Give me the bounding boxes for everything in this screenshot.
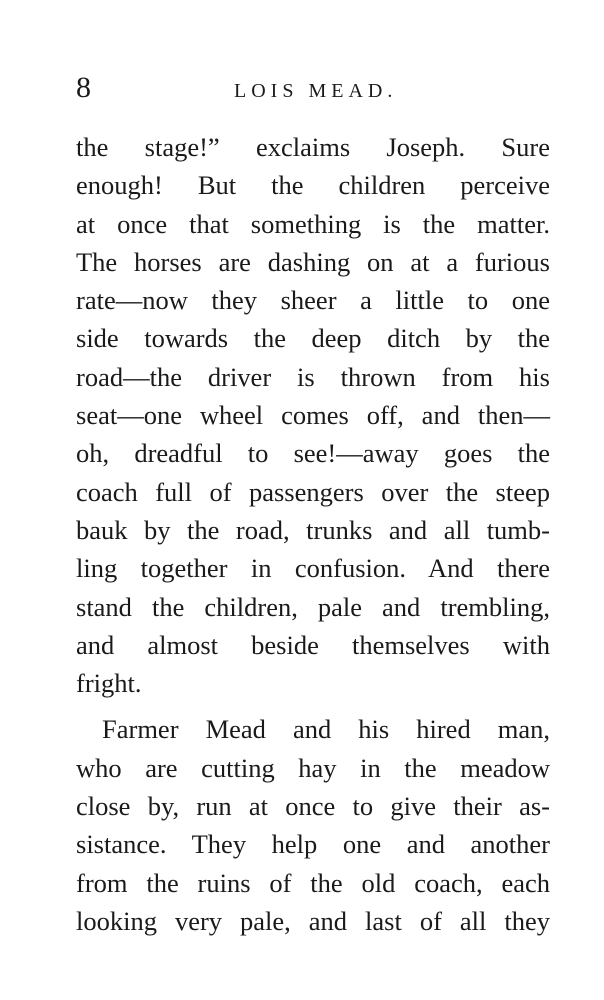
paragraph-2 — [76, 710, 550, 940]
page-header — [76, 70, 550, 110]
text-line: from the ruins of the old coach, each — [76, 867, 550, 898]
text-line: side towards the deep ditch by the — [76, 323, 550, 354]
text-line: the stage!” exclaims Joseph. Sure — [76, 132, 550, 162]
body-text — [76, 128, 550, 940]
text-line: ling together in confusion. And there — [76, 553, 550, 584]
text-line: coach full of passengers over the steep — [76, 476, 550, 507]
text-line: road—the driver is thrown from his — [76, 361, 550, 392]
running-head: LOIS MEAD. — [234, 80, 398, 102]
text-line: at once that something is the matter. — [76, 208, 550, 239]
text-line: oh, dreadful to see!—away goes the — [76, 438, 550, 469]
page-number: 8 — [76, 71, 91, 104]
text-line: and almost beside themselves with — [76, 629, 550, 660]
text-line: bauk by the road, trunks and all tumb- — [76, 514, 550, 545]
text-line: enough! But the children perceive — [76, 170, 550, 201]
text-line: close by, run at once to give their as- — [76, 791, 550, 822]
text-line: stand the children, pale and trembling, — [76, 591, 550, 622]
text-line: The horses are dashing on at a furious — [76, 246, 550, 277]
paragraph-1 — [76, 128, 550, 702]
paragraph-gap — [76, 702, 550, 710]
text-line: sistance. They help one and another — [76, 829, 550, 860]
text-line: looking very pale, and last of all they — [76, 905, 550, 936]
text-line: fright. — [76, 668, 142, 699]
text-line: seat—one wheel comes off, and then— — [76, 400, 550, 431]
text-line: who are cutting hay in the meadow — [76, 752, 550, 783]
text-line: rate—now they sheer a little to one — [76, 285, 550, 316]
text-line: Farmer Mead and his hired man, — [102, 714, 550, 745]
